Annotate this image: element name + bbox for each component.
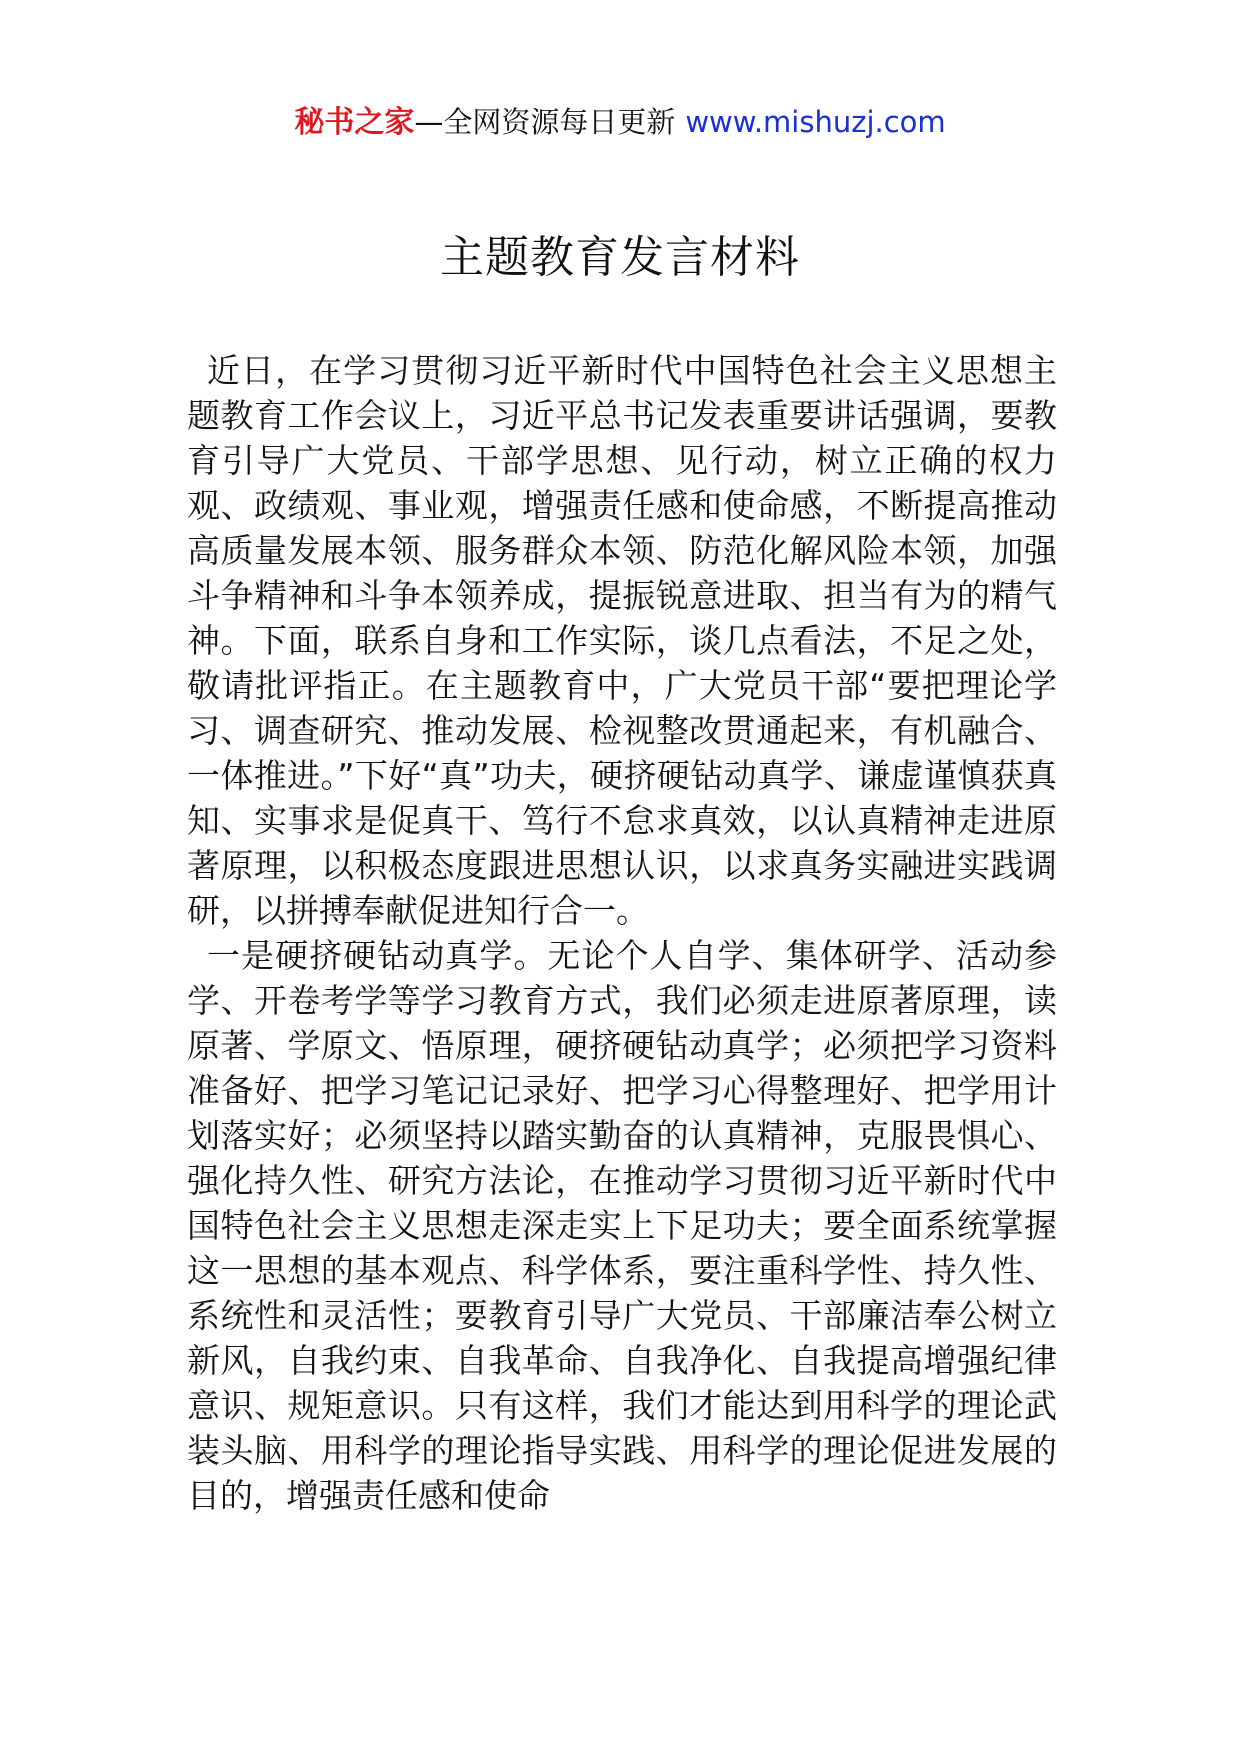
site-url-link[interactable]: www.mishuzj.com	[685, 105, 946, 139]
site-banner	[0, 100, 1240, 145]
site-tagline: —全网资源每日更新	[414, 105, 676, 139]
document-body	[187, 348, 1057, 1518]
paragraph-intro: 近日，在学习贯彻习近平新时代中国特色社会主义思想主题教育工作会议上，习近平总书记发表重要讲话强调，要教育引导广大党员、干部学思想、见行动，树立正确的权力观、政绩观、事业观，增强责任感和使命感，不断提高推动高质量发展本领、服务群众本领、防范化解风险本领，加强斗争精神和斗争本领养成，提振锐意进取、担当有为的精气神。下面，联系自身和工作实际，谈几点看法，不足之处，敬请批评指正。在主题教育中，广大党员干部“要把理论学习、调查研究、推动发展、检视整改贯通起来，有机融合、一体推进。”下好“真”功夫，硬挤硬钻动真学、谦虚谨慎获真知、实事求是促真干、笃行不怠求真效，以认真精神走进原著原理，以积极态度跟进思想认识，以求真务实融进实践调研，以拼搏奉献促进知行合一。	[187, 351, 1057, 930]
paragraph-point-one: 一是硬挤硬钻动真学。无论个人自学、集体研学、活动参学、开卷考学等学习教育方式，我们必须走进原著原理，读原著、学原文、悟原理，硬挤硬钻动真学；必须把学习资料准备好、把学习笔记记录好、把学习心得整理好、把学用计划落实好；必须坚持以踏实勤奋的认真精神，克服畏惧心、强化持久性、研究方法论，在推动学习贯彻习近平新时代中国特色社会主义思想走深走实上下足功夫；要全面系统掌握这一思想的基本观点、科学体系，要注重科学性、持久性、系统性和灵活性；要教育引导广大党员、干部廉洁奉公树立新风，自我约束、自我革命、自我净化、自我提高增强纪律意识、规矩意识。只有这样，我们才能达到用科学的理论武装头脑、用科学的理论指导实践、用科学的理论促进发展的目的，增强责任感和使命	[187, 936, 1057, 1515]
site-brand: 秘书之家	[294, 105, 415, 140]
document-title: 主题教育发言材料	[440, 232, 800, 283]
